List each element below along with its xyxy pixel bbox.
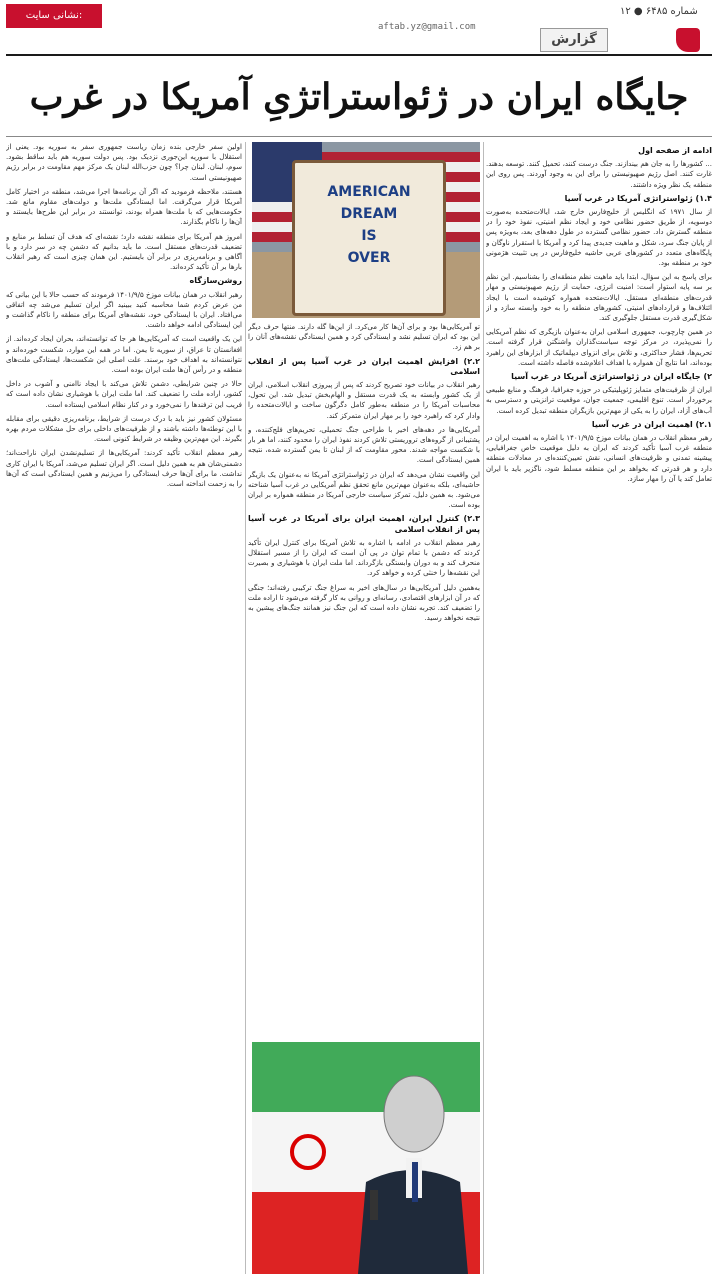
column-divider	[483, 142, 484, 1274]
paragraph: به‌همین دلیل آمریکایی‌ها در سال‌های اخیر به سراغ جنگ ترکیبی رفته‌اند؛ جنگی که در آن ابزارهای اقتصادی، رسانه‌ای و روانی به کار گرفته می‌شود تا اراده ملت را تضعیف کند. تجربه نشان داده است که این جنگ نیز همانند جنگ‌های پیشین به نتیجه نخواهد رسید.	[248, 583, 480, 623]
issue-number	[620, 6, 698, 17]
issue-text: ۱۲ ● شماره ۶۴۸۵	[620, 6, 698, 17]
page-header	[0, 0, 718, 54]
subheading: روشن‌سازگاه	[189, 276, 242, 286]
paragraph: رهبر معظم انقلاب تأکید کردند: آمریکایی‌ها از تسلیم‌نشدن ایران ناراحت‌اند؛ دشمنی‌شان هم به همین دلیل است. اگر ایران تسلیم می‌شد، آمریکا با ایران کاری نداشت. ما برای آن‌ها حرف ایستادگی را می‌زنیم و همین ایستادگی است که آن‌ها را به زحمت انداخته است.	[6, 449, 242, 489]
article-column-right	[486, 142, 712, 1274]
paragraph: تو آمریکایی‌ها بود و برای آن‌ها کار می‌کرد. از این‌ها گله دارند. منتها حرف دیگر این بود که ایران تسلیم نشد و ایستادگی کرد و همین ایستادگی نقشه‌های آنان را بر هم زد.	[248, 323, 480, 352]
paragraph: اولین سفر خارجی بنده زمان ریاست جمهوری سفر به سوریه بود. یعنی از استقلال با سوریه این‌جوری نزدیک بود. پس دولت سوریه هم باید ساقط بشود. سوم، لبنان. لبنان چرا؟ چون حزب‌الله لبنان یک مرکز مهم مقاومت در برابر رژیم صهیونیستی است.	[6, 143, 242, 182]
site-address-badge[interactable]	[6, 4, 102, 45]
subheading: ۱.۴) ژئواستراتژی آمریکا در غرب آسیا	[564, 193, 712, 203]
header-rule	[6, 54, 712, 56]
newspaper-logo	[614, 28, 702, 52]
paragraph: از سال ۱۹۷۱ که انگلیس از خلیج‌فارس خارج شد، ایالات‌متحده به‌صورت دوسویه، از طریق حضور نظامی خود و ایجاد نظم امنیتی، نفوذ خود را در منطقه گسترش داد. حضور نظامی گسترده در طول دهه‌های بعد، به‌ویژه پس از پایان جنگ سرد، شکل و ماهیت جدیدی پیدا کرد و آمریکا با استقرار ناوگان و پایگاه‌های متعدد در کشورهای عربی حاشیه خلیج‌فارس در پی تثبیت هژمونی خود بر منطقه بود.	[486, 208, 712, 268]
paragraph: رهبر معظم انقلاب در همان بیانات موزخ ۱۴۰۱/۹/۵ با اشاره به اهمیت ایران در منطقه غرب آسیا تأکید کردند که ایران به دلیل موقعیت خاص جغرافیایی، پیشینه تمدنی و ظرفیت‌های انسانی، نقش تعیین‌کننده‌ای در معادلات منطقه دارد و هر قدرتی که بخواهد بر این منطقه مسلط شود، ناگزیر باید با ایران تعامل کند یا آن را مهار سازد.	[486, 434, 712, 483]
paragraph: آمریکایی‌ها در دهه‌های اخیر با طراحی جنگ تحمیلی، تحریم‌های فلج‌کننده، و پشتیبانی از گروه‌های تروریستی تلاش کردند نفوذ ایران را محدود کنند، اما هر بار با شکست مواجه شدند. محور مقاومت که از لبنان تا یمن گسترده شده، نتیجه همین ایستادگی است.	[248, 425, 480, 465]
paragraph: ... کشورها را به جان هم بیندازند. جنگ درست کنند، تحمیل کنند. توسعه بدهند. غارت کنند. اصل رژیم صهیونیستی را برای این به وجود آوردند. پس روی این منطقه یک نظر ویژه داشتند.	[486, 160, 712, 189]
logo-icon	[676, 28, 700, 52]
paragraph: رهبر معظم انقلاب در ادامه با اشاره به تلاش آمریکا برای کنترل ایران تأکید کردند که دشمن با تمام توان در پی آن است که ایران را از مسیر استقلال منحرف کند و به دوران وابستگی بازگرداند. اما ملت ایران با هوشیاری و بصیرت این نقشه‌ها را خنثی کرده و خواهد کرد.	[248, 538, 480, 578]
paragraph: ایران از ظرفیت‌های متمایز ژئوپلیتیکی در حوزه جغرافیا، فرهنگ و منابع طبیعی برخوردار است. تنوع اقلیمی، جمعیت جوان، موقعیت ترانزیتی و دسترسی به آب‌های آزاد، ایران را به یکی از مهم‌ترین بازیگران منطقه تبدیل کرده است.	[486, 386, 712, 415]
site-address-text: نشانی سایت: aftabeyazd.ir	[21, 10, 87, 45]
paragraph: رهبر انقلاب در بیانات خود تصریح کردند که پس از پیروزی انقلاب اسلامی، ایران از یک کشور وابسته به یک قدرت مستقل و الهام‌بخش تبدیل شد. این تحول، محاسبات آمریکا را در منطقه به‌طور کامل دگرگون ساخت و ایالات‌متحده را وادار کرد که راهبرد خود را بر مهار ایران متمرکز کند.	[248, 381, 480, 420]
continuation-label: ادامه از صفحه اول	[638, 146, 712, 155]
paragraph: این یک واقعیت است که آمریکایی‌ها هر جا که توانسته‌اند، بحران ایجاد کرده‌اند. از افغانستان تا عراق، از سوریه تا یمن. اما در همه این موارد، شکست خورده‌اند و نتوانسته‌اند به اهداف خود برسند. علت اصلی این شکست‌ها، ایستادگی ملت‌های منطقه و در رأس آن‌ها ملت ایران بوده است.	[6, 335, 242, 375]
paragraph: مسئولان کشور نیز باید با درک درست از شرایط، برنامه‌ریزی دقیقی برای مقابله با این توطئه‌ها داشته باشند و از ظرفیت‌های داخلی برای حل مشکلات مردم بهره بگیرند. این مهم‌ترین وظیفه در شرایط کنونی است.	[6, 414, 242, 444]
sign-slogan: AMERICAN DREAM IS OVER	[327, 184, 411, 266]
headline-rule	[6, 136, 712, 137]
subheading: ۲.۱) اهمیت ایران در غرب آسیا	[591, 419, 712, 429]
subheading: ۲.۲) افزایش اهمیت ایران در غرب آسیا پس از انقلاب اسلامی	[248, 356, 480, 376]
page-title: جایگاه ایران در ژئواستراتژیِ آمریکا در غرب	[29, 76, 689, 118]
speaker-silhouette	[352, 1062, 470, 1274]
biden-flag-photo	[252, 1042, 480, 1274]
column-divider	[245, 142, 246, 1274]
paragraph: رهبر انقلاب در همان بیانات موزخ ۱۴۰۱/۹/۵ فرمودند که حسب حالا با این بیانی که من عرض کردم شما محاسبه کنید ببینید اگر ایران تسلیم می‌شد چه اتفاقی می‌افتاد. ایران با ایستادگی خود، نقشه‌های آمریکا برای منطقه را ناکام گذاشت و این ایستادگی ادامه خواهد داشت.	[6, 290, 242, 330]
paragraph: برای پاسخ به این سؤال، ابتدا باید ماهیت نظم منطقه‌ای را بشناسیم. این نظم بر سه پایه استوار است: امنیت انرژی، حمایت از رژیم صهیونیستی و مهار قدرت‌های منطقه‌ای مستقل. ایالات‌متحده همواره کوشیده است با ایجاد ائتلاف‌ها و قراردادهای امنیتی، کشورهای منطقه را به خود وابسته سازد و از شکل‌گیری قدرت مستقل جلوگیری کند.	[486, 273, 712, 323]
subheading: ۲.۳) کنترل ایران، اهمیت ایران برای آمریکا در غرب آسیا پس از انقلاب اسلامی	[248, 514, 480, 534]
section-label: گزارش	[540, 28, 608, 52]
subheading: ۲) جایگاه ایران در ژئواستراتژی آمریکا در غرب آسیا	[511, 372, 712, 382]
paragraph: هستند، ملاحظه فرمودید که اگر آن برنامه‌ها اجرا می‌شد، منطقه در اختیار کامل آمریکا قرار می‌گرفت. اما ایستادگی ملت‌ها و دولت‌های مقاوم مانع شد. حکومت‌هایی که با ملت‌ها همراه بودند، توانستند در برابر این طرح‌ها بایستند و آن‌ها را ناکام بگذارند.	[6, 187, 242, 227]
article-column-left	[6, 142, 242, 1274]
email-address[interactable]: aftab.yz@gmail.com	[378, 22, 476, 32]
paragraph: حالا در چنین شرایطی، دشمن تلاش می‌کند با ایجاد ناامنی و آشوب در داخل کشور، اراده ملت را تضعیف کند. اما ملت ایران با هوشیاری نشان داده است که فریب این ترفندها را نمی‌خورد و در کنار نظام اسلامی ایستاده است.	[6, 380, 242, 409]
paragraph: در همین چارچوب، جمهوری اسلامی ایران به‌عنوان بازیگری که نظم آمریکایی را نمی‌پذیرد، در مرکز توجه سیاست‌گذاران واشنگتن قرار گرفته است. تحریم‌ها، فشار حداکثری، و تلاش برای انزوای دیپلماتیک از ابزارهای این راهبرد بوده‌اند، اما نتایج آن همواره با اهداف اعلام‌شده فاصله داشته است.	[486, 328, 712, 367]
protest-sign	[292, 160, 446, 316]
protest-sign-photo	[252, 142, 480, 318]
paragraph: این واقعیت نشان می‌دهد که ایران در ژئواستراتژی آمریکا نه به‌عنوان یک بازیگر حاشیه‌ای، بلکه به‌عنوان مهم‌ترین مانع تحقق نظم آمریکایی در غرب آسیا شناخته می‌شود. به همین دلیل، تمرکز سیاست خارجی آمریکا در منطقه همواره بر ایران بوده است.	[248, 470, 480, 510]
paragraph: امروز هم آمریکا برای منطقه نقشه دارد؛ نقشه‌ای که هدف آن تسلط بر منابع و تضعیف قدرت‌های مستقل است. ما باید بدانیم که دشمن چه در سر دارد و با آگاهی و برنامه‌ریزی در برابر آن بایستیم. این همان چیزی است که رهبر انقلاب بارها بر آن تأکید کرده‌اند.	[6, 232, 242, 272]
